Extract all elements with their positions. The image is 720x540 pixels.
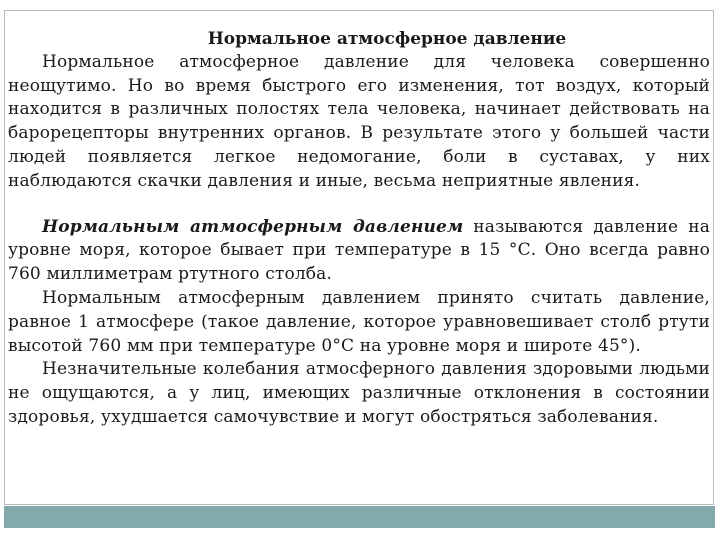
paragraph-standard: Нормальным атмосферным давлением принято считать давление, равное 1 атмосфере (такое давление, которое уравновешивает столб ртути высотой 760 мм при температуре 0°С на уровне моря и широте 45°). xyxy=(8,287,710,356)
paragraph-definition xyxy=(8,216,710,287)
definition-text: называются давление на уровне моря, которое бывает при температуре в 15 °С. Оно всегда равно 760 миллиметрам ртутного столба. xyxy=(8,216,710,285)
paragraph-gap xyxy=(8,194,710,216)
definition-term: Нормальным атмосферным давлением xyxy=(42,216,464,237)
page-title: Нормальное атмосферное давление xyxy=(207,29,567,49)
footer-bar xyxy=(4,506,715,528)
paragraph-health: Незначительные колебания атмосферного давления здоровыми людьми не ощущаются, а у лиц, имеющих различные отклонения в состоянии здоровья, ухудшается самочувствие и могут обостряться заболевания. xyxy=(8,359,710,427)
paragraph-intro: Нормальное атмосферное давление для человека совершенно неощутимо. Но во время быстрого его изменения, тот воздух, который находится в различных полостях тела человека, начинает действовать на барорецепторы внутренних органов. В результате этого у большей части людей появляется легкое недомогание, боли в суставах, у них наблюдаются скачки давления и иные, весьма неприятные явления. xyxy=(8,51,710,191)
text-body xyxy=(8,28,710,430)
